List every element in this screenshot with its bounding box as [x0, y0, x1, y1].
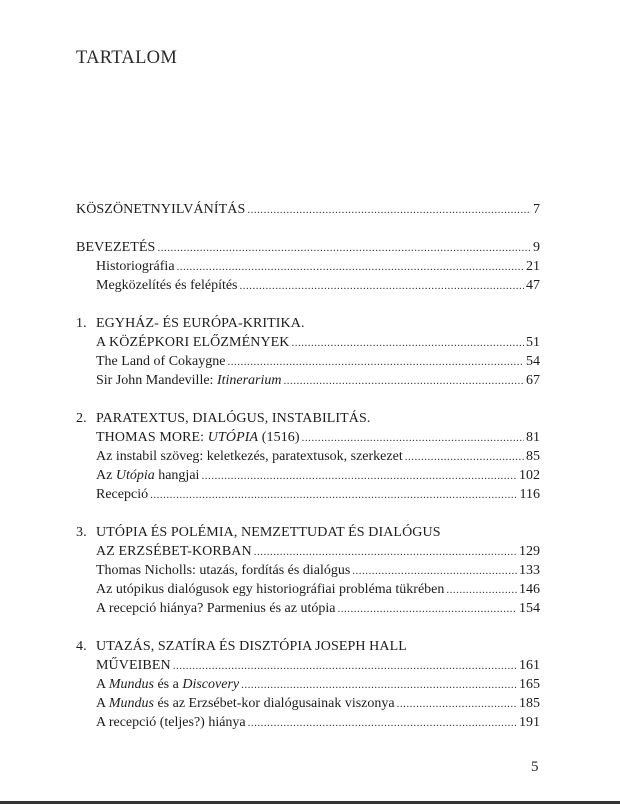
dot-leader — [284, 372, 525, 391]
chapter-title-continued: A KÖZÉPKORI ELŐZMÉNYEK — [96, 335, 290, 350]
label-text: Sir John Mandeville: — [96, 373, 217, 388]
toc-entry-label — [96, 675, 239, 694]
chapter-title-continued — [96, 428, 300, 447]
toc-section-introduction — [76, 238, 540, 295]
toc-subentry[interactable] — [76, 371, 540, 390]
toc-entry-page: 116 — [519, 487, 540, 502]
chapter-number: 4. — [76, 639, 87, 654]
toc-subentry[interactable] — [76, 675, 540, 694]
toc-section-acknowledgements — [76, 200, 540, 219]
chapter-title-line[interactable] — [76, 409, 540, 428]
page-title: TARTALOM — [76, 48, 178, 68]
toc-entry-label — [96, 466, 199, 485]
toc-subentry[interactable] — [76, 447, 540, 466]
toc-entry-label: The Land of Cokaygne — [96, 354, 226, 369]
toc-entry-page: 133 — [519, 563, 540, 578]
chapter-title: PARATEXTUS, DIALÓGUS, INSTABILITÁS. — [96, 411, 371, 426]
chapter-title: EGYHÁZ- ÉS EURÓPA-KRITIKA. — [96, 316, 305, 331]
toc-entry-label: KÖSZÖNETNYILVÁNÍTÁS — [76, 202, 246, 217]
toc-subentry[interactable] — [76, 599, 540, 618]
toc-entry-page: 102 — [519, 468, 540, 483]
dot-leader — [446, 581, 517, 600]
dot-leader — [150, 486, 517, 505]
dot-leader — [352, 562, 517, 581]
toc-entry-page: 129 — [519, 544, 540, 559]
toc-chapter-1 — [76, 314, 540, 390]
dot-leader — [240, 277, 524, 296]
toc-entry-label: BEVEZETÉS — [76, 240, 156, 255]
dot-leader — [247, 201, 531, 220]
toc-entry-label: Az instabil szöveg: keletkezés, paratextusok, szerkezet — [96, 449, 403, 464]
toc-entry-page: 21 — [526, 259, 540, 274]
toc-subentry[interactable] — [76, 276, 540, 295]
toc-entry-page: 54 — [526, 354, 540, 369]
toc-entry-page: 9 — [533, 240, 540, 255]
toc-entry-page: 81 — [526, 430, 540, 445]
toc-entry-page: 185 — [519, 696, 540, 711]
toc-entry-label: Thomas Nicholls: utazás, fordítás és dialógus — [96, 563, 351, 578]
toc-entry-label — [96, 694, 395, 713]
chapter-title-continued: MŰVEIBEN — [96, 658, 171, 673]
toc-entry[interactable] — [76, 333, 540, 352]
table-of-contents — [76, 200, 540, 751]
chapter-title-line[interactable] — [76, 637, 540, 656]
toc-entry-label: Az utópikus dialógusok egy historiográfiai probléma tükrében — [96, 582, 445, 597]
toc-subentry[interactable] — [76, 466, 540, 485]
label-text: THOMAS MORE: — [96, 430, 208, 445]
toc-subentry[interactable] — [76, 713, 540, 732]
toc-entry-page: 47 — [526, 278, 540, 293]
toc-entry-page: 67 — [526, 373, 540, 388]
toc-entry-page: 51 — [526, 335, 540, 350]
dot-leader — [254, 543, 517, 562]
chapter-title: UTAZÁS, SZATÍRA ÉS DISZTÓPIA JOSEPH HALL — [96, 639, 407, 654]
label-italic: Utópia — [115, 468, 155, 483]
toc-subentry[interactable] — [76, 257, 540, 276]
toc-subentry[interactable] — [76, 561, 540, 580]
dot-leader — [302, 429, 524, 448]
toc-entry-label: A recepció (teljes?) hiánya — [96, 715, 246, 730]
chapter-title-continued: AZ ERZSÉBET-KORBAN — [96, 544, 252, 559]
label-italic: Mundus — [108, 696, 154, 711]
toc-entry-page: 7 — [533, 202, 540, 217]
dot-leader — [397, 695, 517, 714]
toc-subentry[interactable] — [76, 694, 540, 713]
dot-leader — [248, 714, 517, 733]
toc-entry-page: 161 — [519, 658, 540, 673]
toc-entry[interactable] — [76, 542, 540, 561]
dot-leader — [173, 657, 517, 676]
label-text: és a — [153, 677, 183, 692]
toc-entry-page: 165 — [519, 677, 540, 692]
dot-leader — [177, 258, 524, 277]
dot-leader — [405, 448, 524, 467]
toc-entry-label: Historiográfia — [96, 259, 175, 274]
page-number: 5 — [531, 759, 539, 775]
toc-entry-page: 85 — [526, 449, 540, 464]
toc-entry[interactable] — [76, 656, 540, 675]
chapter-title-line[interactable] — [76, 523, 540, 542]
label-text: A — [96, 677, 109, 692]
toc-chapter-4 — [76, 637, 540, 732]
dot-leader — [241, 676, 517, 695]
toc-entry-label: Recepció — [96, 487, 149, 502]
toc-entry-label: A recepció hiánya? Parmenius és az utópia — [96, 601, 336, 616]
label-italic: UTÓPIA — [207, 430, 259, 445]
chapter-number: 3. — [76, 525, 87, 540]
toc-entry-page: 146 — [519, 582, 540, 597]
label-text: (1516) — [258, 430, 300, 445]
toc-chapter-2 — [76, 409, 540, 504]
chapter-number: 2. — [76, 411, 87, 426]
toc-entry-page: 154 — [519, 601, 540, 616]
toc-chapter-3 — [76, 523, 540, 618]
toc-entry-label — [96, 371, 282, 390]
label-text: és az Erzsébet-kor dialógusainak viszonya — [153, 696, 395, 711]
label-text: Az — [96, 468, 116, 483]
toc-entry[interactable] — [76, 428, 540, 447]
chapter-title: UTÓPIA ÉS POLÉMIA, NEMZETTUDAT ÉS DIALÓGUS — [96, 525, 441, 540]
dot-leader — [157, 239, 531, 258]
toc-entry-label: Megközelítés és felépítés — [96, 278, 238, 293]
toc-subentry[interactable] — [76, 580, 540, 599]
label-italic: Itinerarium — [216, 373, 282, 388]
toc-entry[interactable] — [76, 238, 540, 257]
label-text: A — [96, 696, 109, 711]
toc-subentry[interactable] — [76, 352, 540, 371]
toc-subentry[interactable] — [76, 485, 540, 504]
label-italic: Mundus — [108, 677, 154, 692]
chapter-number: 1. — [76, 316, 87, 331]
dot-leader — [227, 353, 524, 372]
dot-leader — [292, 334, 524, 353]
toc-entry[interactable] — [76, 200, 540, 219]
chapter-title-line[interactable] — [76, 314, 540, 333]
label-text: hangjai — [154, 468, 200, 483]
dot-leader — [201, 467, 517, 486]
label-italic: Discovery — [182, 677, 240, 692]
toc-entry-page: 191 — [519, 715, 540, 730]
dot-leader — [337, 600, 517, 619]
